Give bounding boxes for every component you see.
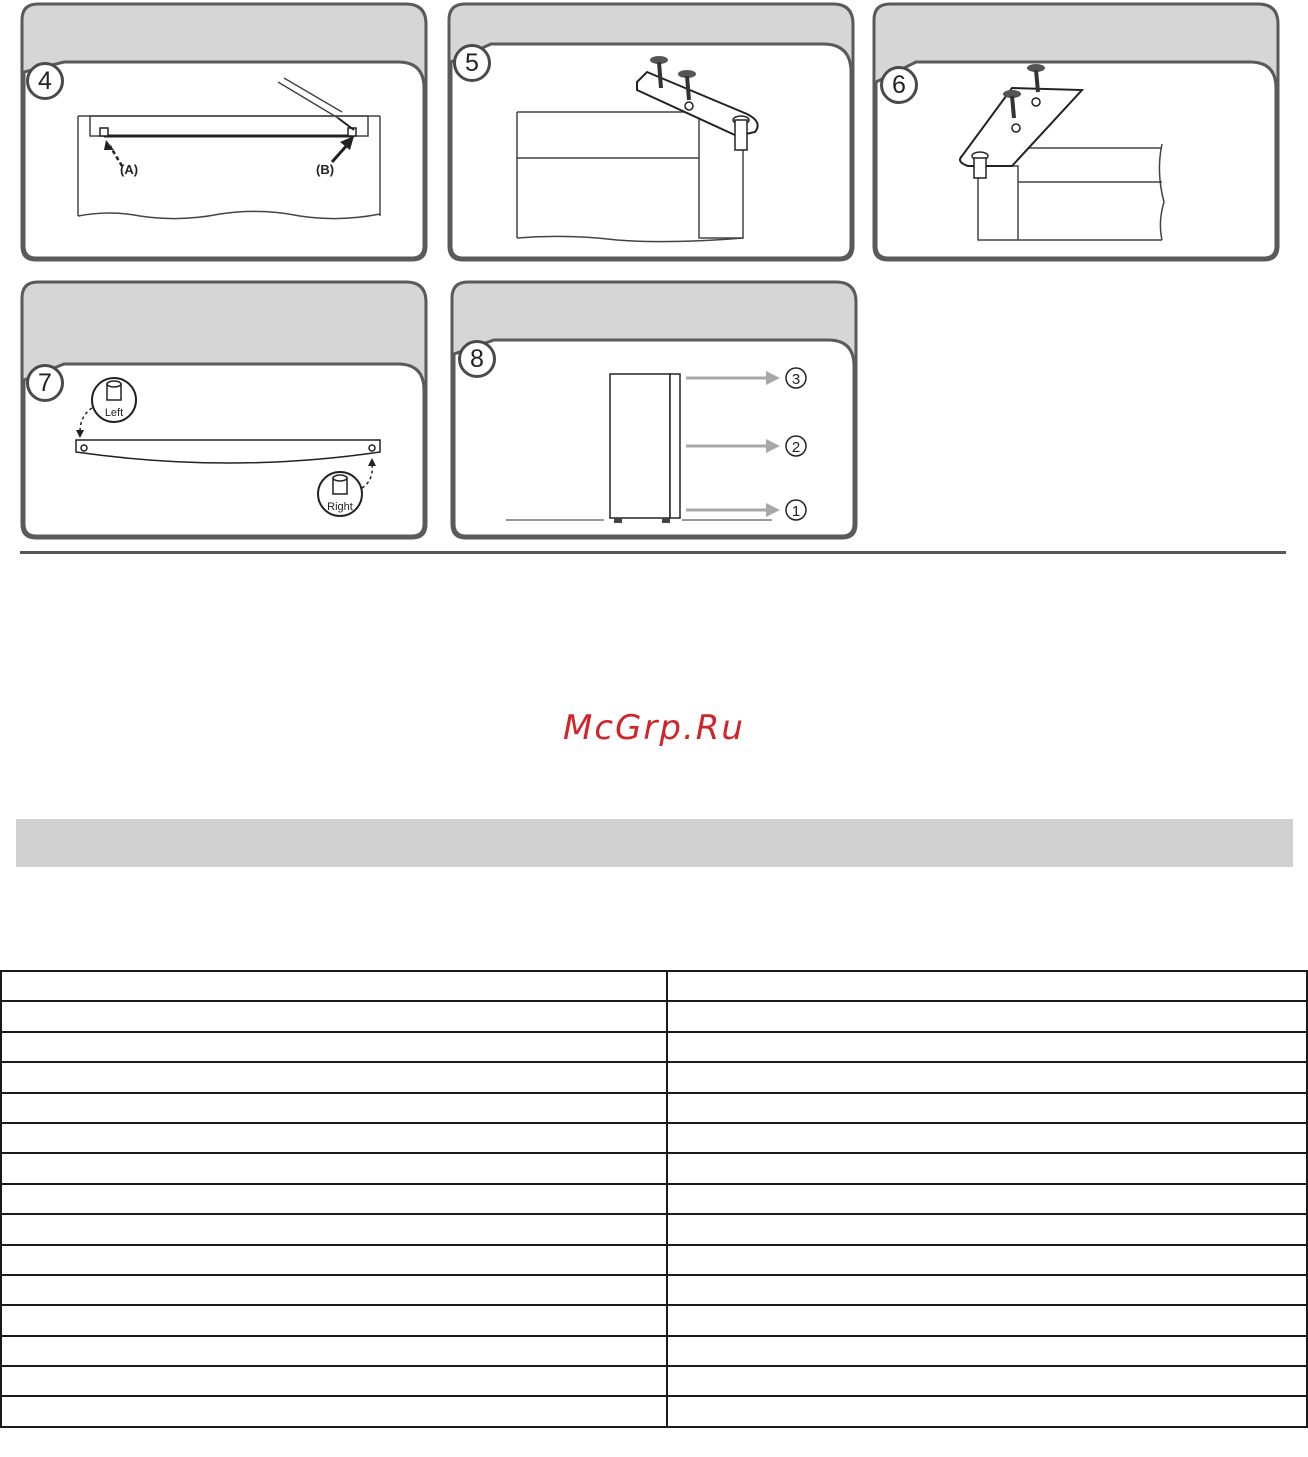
table-cell (667, 1032, 1307, 1062)
table-row (1, 1062, 1307, 1092)
table-cell (667, 1305, 1307, 1335)
table-cell (1, 1093, 667, 1123)
table-cell (1, 971, 667, 1001)
table-cell (1, 1123, 667, 1153)
table-row (1, 1032, 1307, 1062)
label-left: Left (104, 407, 124, 419)
table-row (1, 1336, 1307, 1366)
table-cell (1, 1366, 667, 1396)
table-row (1, 1275, 1307, 1305)
table-row (1, 1153, 1307, 1183)
table-row (1, 1366, 1307, 1396)
step-8-illustration (450, 280, 860, 542)
table-row (1, 1305, 1307, 1335)
step-4-panel (20, 2, 430, 264)
watermark: McGrp.Ru (563, 708, 745, 748)
step-8-panel (450, 280, 860, 542)
step-number-badge: 6 (880, 66, 918, 104)
step-5-panel (447, 2, 857, 264)
step-number-badge: 8 (458, 340, 496, 378)
table-row (1, 1214, 1307, 1244)
label-right: Right (327, 501, 353, 513)
table-row (1, 1123, 1307, 1153)
table-cell (1, 1336, 667, 1366)
table-row (1, 1001, 1307, 1031)
table-cell (1, 1184, 667, 1214)
table-cell (667, 1123, 1307, 1153)
step-5-illustration (447, 2, 857, 264)
step-7-panel (20, 280, 430, 542)
label-a: (A) (120, 162, 139, 177)
table-cell (667, 971, 1307, 1001)
table-row (1, 1093, 1307, 1123)
marker-3: 3 (791, 371, 801, 388)
step-6-illustration (872, 2, 1282, 264)
step-6-panel (872, 2, 1282, 264)
step-4-illustration (20, 2, 430, 264)
table-row (1, 971, 1307, 1001)
label-b: (B) (316, 162, 335, 177)
table-cell (1, 1001, 667, 1031)
step-number-badge: 7 (26, 364, 64, 402)
table-cell (667, 1184, 1307, 1214)
spec-table (0, 970, 1308, 1428)
table-cell (667, 1001, 1307, 1031)
table-row (1, 1184, 1307, 1214)
table-cell (667, 1062, 1307, 1092)
table-row (1, 1245, 1307, 1275)
table-cell (1, 1305, 667, 1335)
marker-1: 1 (791, 503, 801, 520)
table-row (1, 1396, 1307, 1426)
section-header-bar (16, 819, 1293, 867)
table-cell (667, 1366, 1307, 1396)
table-cell (667, 1245, 1307, 1275)
table-cell (1, 1275, 667, 1305)
table-cell (1, 1245, 667, 1275)
table-cell (667, 1336, 1307, 1366)
table-cell (667, 1396, 1307, 1426)
step-number-badge: 4 (26, 62, 64, 100)
table-cell (1, 1062, 667, 1092)
step-7-illustration (20, 280, 430, 542)
marker-2: 2 (791, 439, 801, 456)
table-cell (1, 1214, 667, 1244)
table-cell (667, 1275, 1307, 1305)
step-number-badge: 5 (453, 44, 491, 82)
table-cell (1, 1032, 667, 1062)
table-cell (667, 1153, 1307, 1183)
table-cell (667, 1214, 1307, 1244)
horizontal-divider (20, 551, 1286, 554)
table-cell (1, 1396, 667, 1426)
table-cell (667, 1093, 1307, 1123)
table-cell (1, 1153, 667, 1183)
